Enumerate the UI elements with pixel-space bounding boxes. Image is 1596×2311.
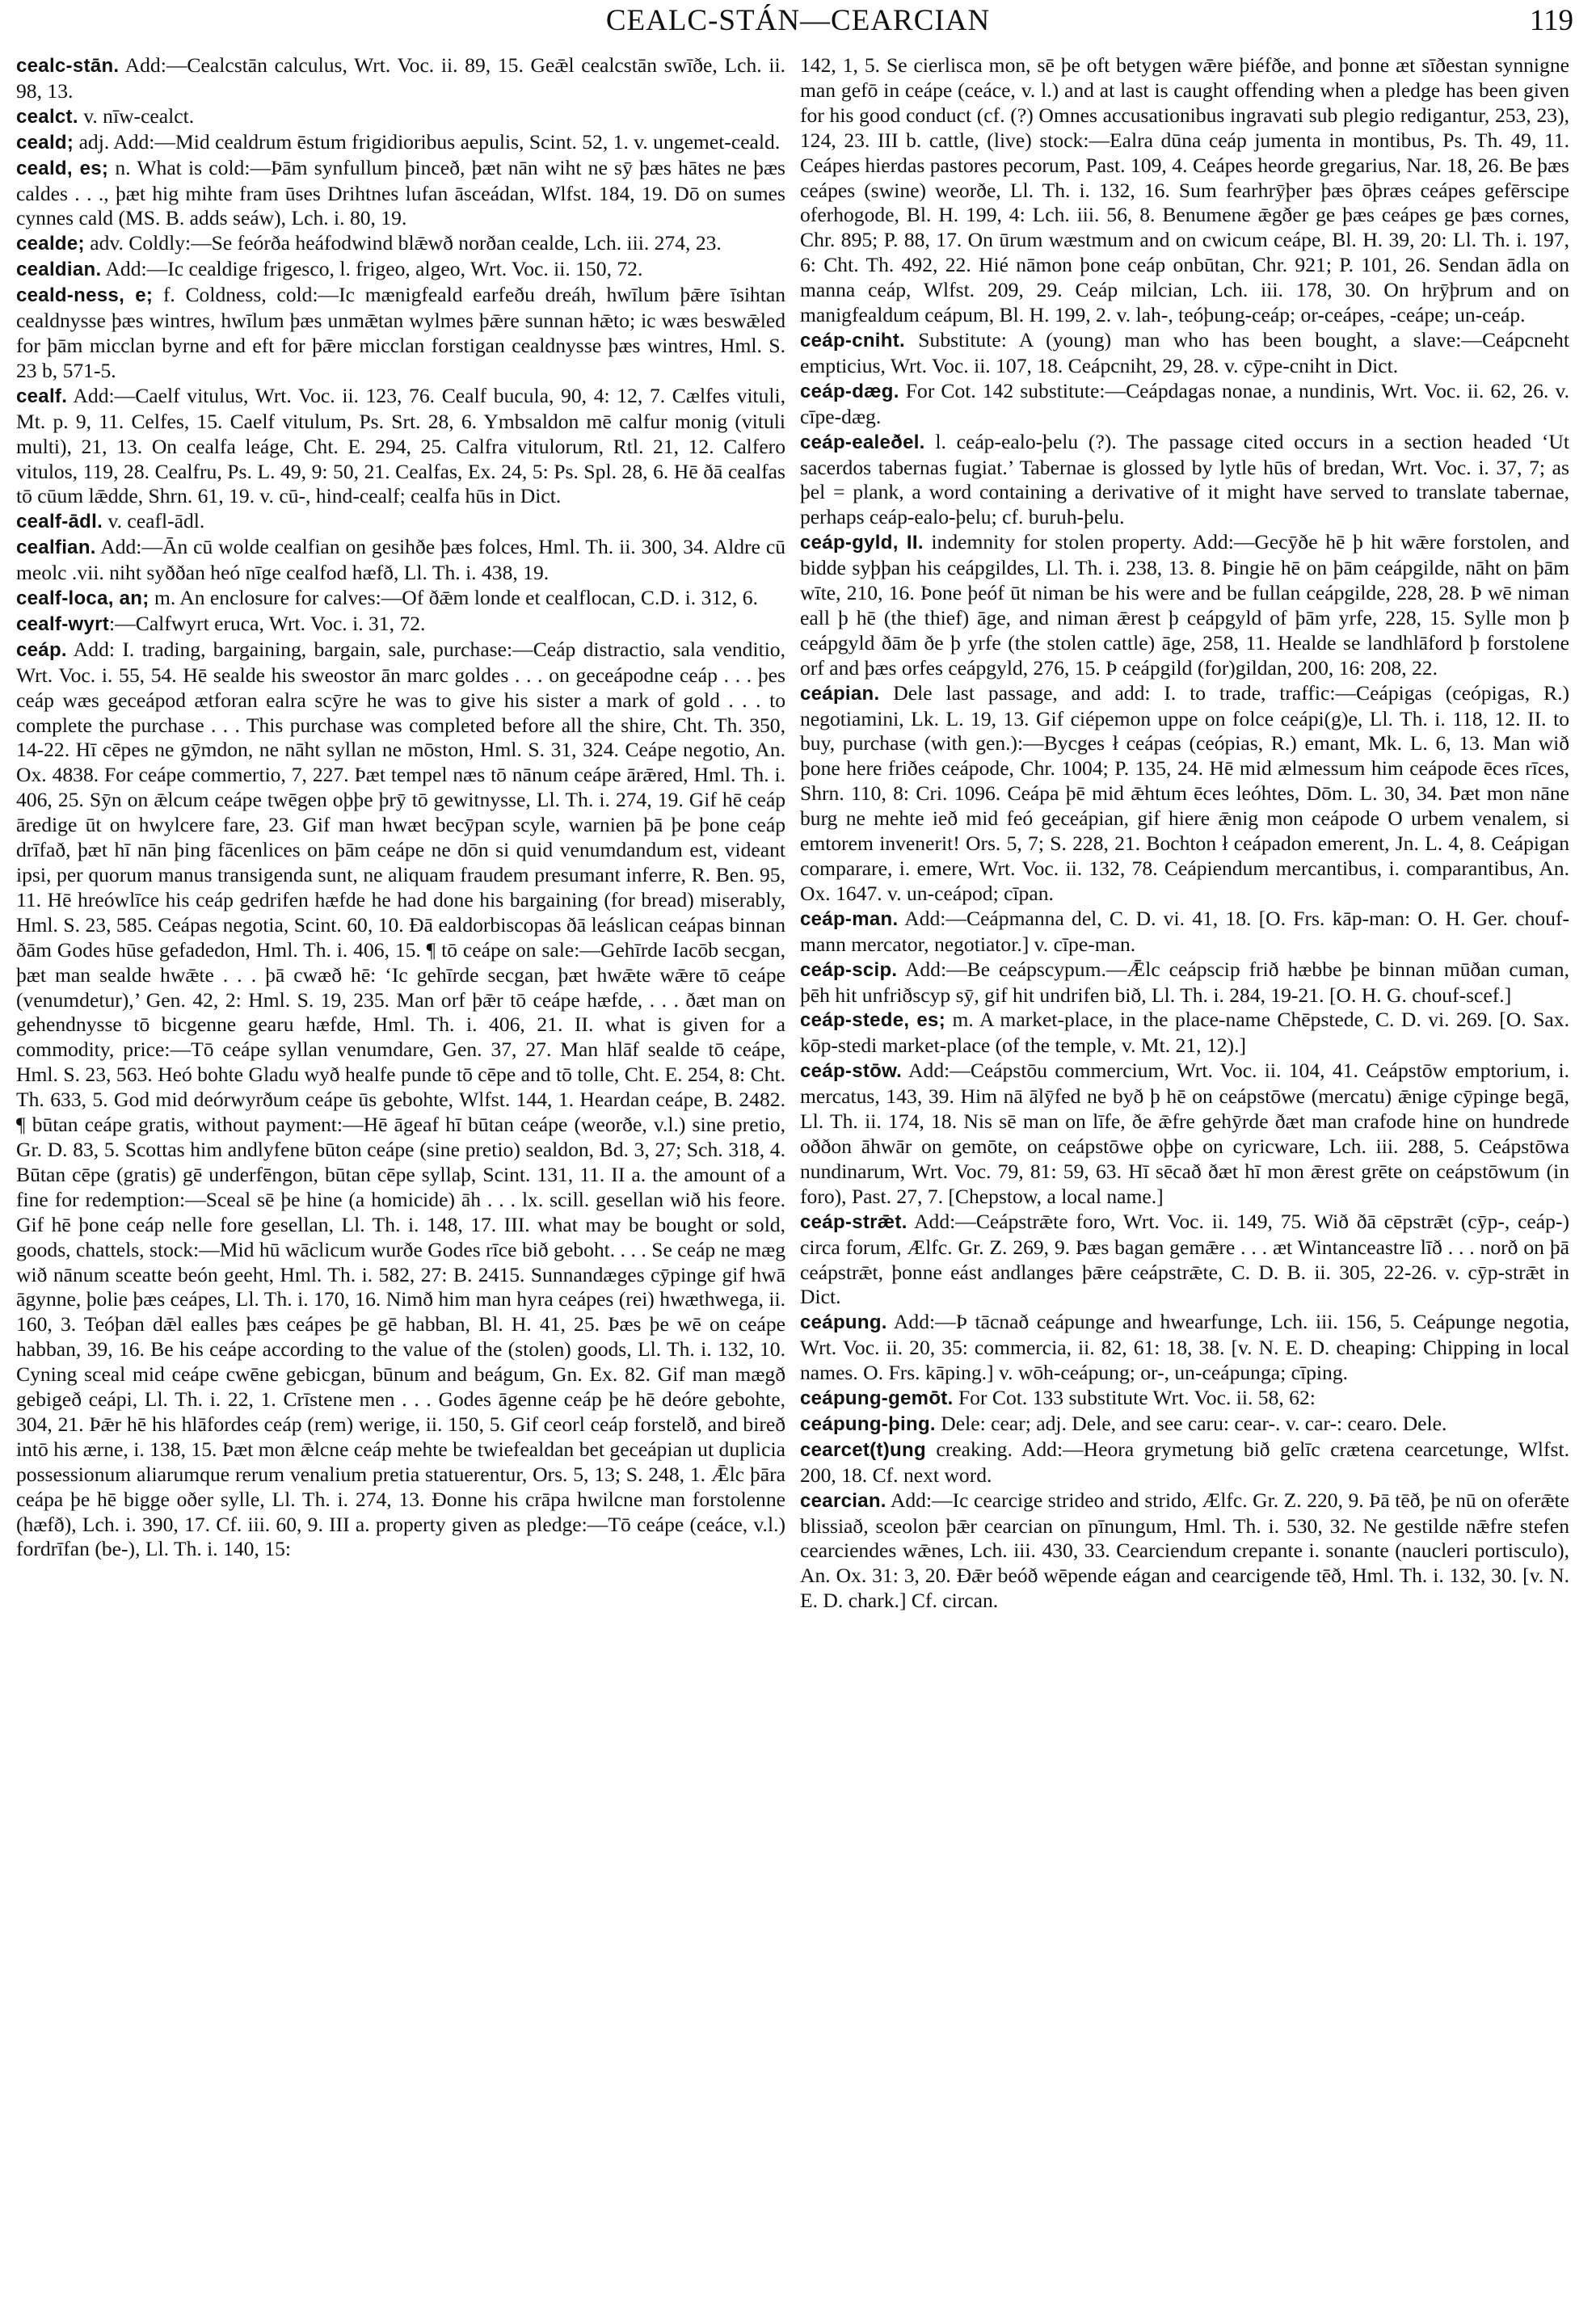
entry-definition: f. Coldness, cold:—Ic mænigfeald earfeðu dreáh, hwīlum þǣre īsihtan cealdnysse þæs wintres, hwīlum þæs unmǣtan wylmes þǣre sunnan hǣto; ic wæs beswǣled for þām micclan byrne and eft for þǣre micclan forstigan cealdnysse þæs wintres, Hml. S. 23 b, 571-5.	[16, 283, 785, 382]
dictionary-entry	[16, 104, 785, 130]
entry-definition: Dele last passage, and add: I. to trade, traffic:—Ceápigas (ceópigas, R.) negotiamini, Lk. L. 19, 13. Gif ciépemon uppe on folce ceápi(g)e, Ll. Th. i. 118, 12. II. to buy, purchase (with gen.):—Bycges ł ceápas (ceópias, R.) emant, Mk. L. 6, 13. Man wið þone here friðes ceápode, Chr. 1004; P. 135, 24. Hē mid ælmessum him ceápode ēces rīces, Shrn. 110, 8: Cri. 1096. Ceápa þē mid ǣhtum ēces leóhtes, Dōm. L. 30, 34. Þæt mon nāne burg ne mehte ieð mid feó geceápian, gif hiere ǣnig mon ceápode O urbem venalem, si emtorem invenerit! Ors. 5, 7; S. 228, 21. Bochton ł ceápadon emerent, Jn. L. 4, 8. Ceápigan comparare, i. emere, Wrt. Voc. ii. 132, 78. Ceápiendum mercantibus, i. comparantibus, An. Ox. 1647. v. un-ceápod; cīpan.	[800, 680, 1569, 905]
dictionary-entry	[800, 379, 1569, 430]
entry-definition: Add:—Þ tācnað ceápunge and hwearfunge, Lch. iii. 156, 5. Ceápunge negotia, Wrt. Voc. ii. 20, 35: commercia, ii. 82, 61: 18, 38. [v. N. E. D. cheaping: Chipping in local names. O. Frs. kāping.] v. wōh-ceápung; or-, un-ceápunga; cīping.	[800, 1310, 1569, 1385]
left-column	[16, 53, 785, 1562]
entry-definition: n. What is cold:—Þām synfullum þinceð, þæt nān wiht ne sȳ þæs hātes ne þæs caldes . . ., þæt hig mihte fram ūses Drihtnes lufan āsceádan, Wlfst. 184, 19. Dō on sumes cynnes cald (MS. B. adds seáw), Lch. i. 80, 19.	[16, 155, 786, 230]
dictionary-entry	[16, 586, 785, 612]
dictionary-entry	[800, 1386, 1569, 1412]
entry-headword: ceápung-þing.	[800, 1412, 936, 1435]
entry-headword: ceald-ness, e;	[16, 284, 154, 307]
entry-definition: Add: I. trading, bargaining, bargain, sale, purchase:—Ceáp distractio, sala venditio, Wrt. Voc. i. 55, 54. Hē sealde his sweostor ān marc goldes . . . on geceápodne ceáp . . . þes ceáp wæs geceápod ætforan ealra scȳre he was to give his sister a mark of gold . . . to complete the purchase . . . This purchase was completed before all the shire, Cht. Th. 350, 14-22. Hī cēpes ne gȳmdon, ne nāht syllan ne mōston, Hml. S. 31, 324. Ceápe negotio, An. Ox. 4838. For ceápe commertio, 7, 227. Þæt tempel næs tō nānum ceápe ārǣred, Hml. Th. i. 406, 25. Sȳn on ǣlcum ceápe twēgen oþþe þrȳ tō gewitnysse, Ll. Th. i. 274, 19. Gif hē ceáp āredige ūt on hwylcere fare, 23. Gif man hwæt becȳpan scyle, warnien þā þe þone ceáp drīfað, þæt hī nān þing fācenlices on þām ceápe ne dōn si quid venumdandum est, videant ipsi, per quorum manus transigenda sunt, ne aliquam fraudem presumant inferre, R. Ben. 95, 11. Hē hreówlīce his ceáp gedrifen hæfde he had done his bargaining (for bread) miserably, Hml. S. 23, 585. Ceápas negotia, Scint. 60, 10. Ðā ealdorbiscopas ðā leáslican ceápas binnan ðām Godes hūse gefadedon, Hml. Th. i. 406, 15. ¶ tō ceápe on sale:—Gehīrde Iacōb secgan, þæt man sealde hwǣte . . . þā cwæð hē: ‘Ic gehīrde secgan, þæt hwǣte wǣre tō ceápe (venumdetur),’ Gen. 42, 2: Hml. S. 19, 235. Man orf þǣr tō ceápe hæfde, . . . ðæt man on gehendnysse tō bicgenne gearu hæfde, Hml. Th. i. 406, 21. II. what is given for a commodity, price:—Tō ceápe syllan venumdare, Gen. 37, 27. Man hlāf sealde tō ceápe, Hml. S. 23, 563. Heó bohte Gladu wyð healfe punde tō cēpe and tō tolle, Cht. E. 254, 8: Cht. Th. 633, 5. God mid deórwyrðum ceápe ūs gebohte, Wlfst. 144, 1. Heardan ceápe, B. 2482. ¶ būtan ceápe gratis, without payment:—Hē āgeaf hī būtan ceápe (weorðe, v.l.) sine pretio, Gr. D. 83, 5. Scottas him andlyfene būton ceápe (sine pretio) sealdon, Bd. 3, 27; Sch. 318, 4. Būtan cēpe (gratis) gē underfēngon, būtan cēpe syllaþ, Scint. 131, 11. II a. the amount of a fine for redemption:—Sceal sē þe hine (a homicide) āh . . . lx. scill. gesellan wið his feore. Gif hē þone ceáp nelle fore gesellan, Ll. Th. i. 148, 17. III. what may be bought or sold, goods, chattels, stock:—Mid hū wāclicum wurðe Godes rīce bið geboht. . . . Se ceáp ne mæg wið nānum sceatte beón geeht, Hml. Th. i. 582, 27: B. 2415. Sunnandæges cȳpinge gif hwā āgynne, þolie þæs ceápes, Ll. Th. i. 170, 16. Nimð him man hyra ceápes (rei) hwæthwega, ii. 160, 3. Teóþan dǣl ealles þæs ceápes þe gē habban, Bl. H. 41, 25. Þæs þe wē on ceápe habban, 39, 16. Be his ceápe according to the value of the (stolen) goods, Ll. Th. i. 132, 10. Cyning sceal mid ceápe cwēne gebicgan, būnum and beágum, Gn. Ex. 82. Gif man mægð gebigeð ceápi, Ll. Th. i. 22, 1. Crīstene men . . . Godes āgenne ceáp þe hē deóre gebohte, 304, 21. Þǣr hē his hlāfordes ceáp (rem) werige, ii. 150, 5. Gif ceorl ceáp forstelð, and bireð intō his ærne, i. 138, 15. Þæt mon ǣlcne ceáp mehte be twiefealdan bet geceápian ut duplicia possessionum aliarumque rerum venalium pretia statuerentur, Ors. 5, 13; S. 248, 1. Ǣlc þāra ceápa þe hē bigge oðer sylle, Ll. Th. i. 274, 13. Ðonne his crāpa hwilcne man forstolenne (hæfð), Lch. i. 390, 17. Cf. iii. 60, 9. III a. property given as pledge:—Tō ceápe (ceáce, v.l.) fordrīfan (be-), Ll. Th. i. 140, 15:	[16, 637, 785, 1561]
entry-definition: Add:—Ceápmanna del, C. D. vi. 41, 18. [O. Frs. kāp-man: O. H. Ger. chouf-mann mercator, negotiator.] v. cīpe-man.	[800, 906, 1569, 956]
dictionary-entry	[800, 1310, 1569, 1386]
entry-definition: m. An enclosure for calves:—Of ðǣm londe et cealflocan, C.D. i. 312, 6.	[149, 586, 758, 610]
dictionary-entry	[800, 530, 1569, 680]
entry-headword: cealdian.	[16, 259, 102, 281]
entry-headword: ceáp-man.	[800, 907, 899, 930]
entry-headword: ceáp-dæg.	[800, 380, 899, 402]
entry-headword: cealfian.	[16, 537, 96, 559]
entry-headword: cealf.	[16, 385, 68, 407]
dictionary-entry	[800, 328, 1569, 379]
dictionary-entry	[800, 681, 1569, 907]
entry-definition: Add:—Ic cealdige frigesco, l. frigeo, algeo, Wrt. Voc. ii. 150, 72.	[101, 257, 643, 281]
dictionary-entry	[16, 638, 785, 1563]
entry-definition: For Cot. 142 substitute:—Ceápdagas nonae, a nundinis, Wrt. Voc. ii. 62, 26. v. cīpe-dæg.	[800, 378, 1569, 428]
dictionary-entry	[16, 231, 785, 257]
entry-headword: ceáp-cniht.	[800, 329, 905, 351]
entry-headword: cealde;	[16, 233, 85, 255]
entry-definition: l. ceáp-ealo-þelu (?). The passage cited occurs in a section headed ‘Ut sacerdos tabernas fugiat.’ Tabernae is glossed by lytle hūs of bredan, Wrt. Voc. i. 37, 7; as þel = plank, a word containing a derivative of it might have served to translate tabernae, perhaps ceáp-ealo-þelu; cf. buruh-þelu.	[800, 429, 1569, 529]
dictionary-entry	[16, 257, 785, 283]
entry-headword: ceápung-gemōt.	[800, 1387, 954, 1410]
entry-definition: Add:—Ceápstrǣte foro, Wrt. Voc. ii. 149, 75. Wið ðā cēpstrǣt (cȳp-, ceáp-) circa forum, Ælfc. Gr. Z. 269, 9. Þæs bagan gemǣre . . . æt Wintanceastre līð . . . norð on þā ceápstrǣt, þonne eást andlanges þǣre ceápstrǣte, C. D. B. ii. 305, 22-26. v. cȳp-strǣt in Dict.	[800, 1209, 1569, 1309]
entry-headword: ceáp-strǣt.	[800, 1210, 907, 1233]
dictionary-entry	[800, 907, 1569, 958]
entry-headword: ceápian.	[800, 682, 880, 705]
entry-definition: Add:—Ic cearcige strideo and strido, Ælfc. Gr. Z. 220, 9. Þā tēð, þe nū on oferǣte blissiað, sceolon þǣr cearcian on pīnungum, Hml. Th. i. 530, 32. Ne gestilde nǣfre stefen cearciendes wǣnes, Lch. iii. 430, 33. Cearciendum crepante i. sonante (naucleri portisculo), An. Ox. 31: 3, 20. Ðǣr beóð wēpende eágan and cearcigende tēð, Hml. Th. i. 132, 30. [v. N. E. D. chark.] Cf. circan.	[800, 1488, 1569, 1613]
dictionary-entry	[800, 1210, 1569, 1311]
dictionary-entry	[800, 1488, 1569, 1614]
page-number: 119	[1529, 4, 1573, 37]
entry-definition: adv. Coldly:—Se feórða heáfodwind blǣwð norðan cealde, Lch. iii. 274, 23.	[84, 231, 722, 255]
entry-definition: Add:—Caelf vitulus, Wrt. Voc. ii. 123, 76. Cealf bucula, 90, 4: 12, 7. Cælfes vituli, Mt. p. 9, 11. Celfes, 15. Caelf vitulum, Ps. Srt. 28, 6. Ymbsaldon mē calfur monig (vituli multi), 21, 13. On cealfa leáge, Cht. E. 294, 25. Calfra vitulorum, Rtl. 21, 12. Calfero vitulos, 119, 28. Cealfru, Ps. L. 49, 9: 50, 21. Cealfas, Ex. 24, 5: Ps. Spl. 28, 6. Hē ðā cealfas tō cūum lǣdde, Shrn. 61, 19. v. cū-, hind-cealf; cealfa hūs in Dict.	[16, 383, 785, 508]
entry-definition: v. nīw-cealct.	[78, 103, 195, 128]
running-title: CEALC-STÁN—CEARCIAN	[605, 4, 991, 37]
entry-headword: ceáp-stede, es;	[800, 1009, 945, 1032]
entry-headword: ceápung.	[800, 1311, 887, 1334]
entry-headword: cealct.	[16, 105, 78, 128]
entry-headword: cearcet(t)ung	[800, 1438, 926, 1461]
entry-headword: ceáp.	[16, 638, 67, 661]
entry-definition: Substitute: A (young) man who has been bought, a slave:—Ceápcneht empticius, Wrt. Voc. ii. 107, 18. Ceápcniht, 29, 28. v. cȳpe-cniht in Dict.	[800, 327, 1569, 377]
entry-headword: ceáp-stōw.	[800, 1060, 903, 1083]
dictionary-entry	[800, 1008, 1569, 1059]
dictionary-entry	[16, 612, 785, 638]
entry-headword: cealc-stān.	[16, 55, 120, 77]
page-header	[16, 3, 1580, 40]
entry-headword: cearcian.	[800, 1489, 886, 1512]
entry-headword: cealf-ādl.	[16, 511, 103, 533]
right-column	[800, 53, 1569, 1614]
entry-definition: v. ceafl-ādl.	[103, 509, 205, 533]
dictionary-entry	[16, 509, 785, 535]
dictionary-entry	[16, 130, 785, 156]
dictionary-entry	[800, 53, 1569, 328]
entry-definition: m. A market-place, in the place-name Chēpstede, C. D. vi. 269. [O. Sax. kōp-stedi market-place (of the temple, v. Mt. 21, 12).]	[800, 1008, 1569, 1058]
entry-definition: Add:—Cealcstān calculus, Wrt. Voc. ii. 89, 15. Geǣl cealcstān swīðe, Lch. ii. 98, 13.	[16, 53, 785, 103]
entry-headword: ceáp-gyld, II.	[800, 532, 924, 554]
dictionary-entry	[800, 958, 1569, 1008]
entry-headword: cealf-loca, an;	[16, 587, 149, 610]
entry-definition: Dele: cear; adj. Dele, and see caru: cear-. v. car-: cearo. Dele.	[935, 1411, 1447, 1435]
entry-definition: :—Calfwyrt eruca, Wrt. Voc. i. 31, 72.	[109, 611, 426, 635]
entry-headword: cealf-wyrt	[16, 612, 110, 635]
entry-headword: ceáp-ealeðel.	[800, 431, 925, 453]
entry-definition: Add:—Ān cū wolde cealfian on gesihðe þæs folces, Hml. Th. ii. 300, 34. Aldre cū meolc .vii. niht syððan heó nīge cealfod hæfð, Ll. Th. i. 438, 19.	[16, 535, 785, 585]
dictionary-entry	[16, 283, 785, 384]
entry-definition: adj. Add:—Mid cealdrum ēstum frigidioribus aepulis, Scint. 52, 1. v. ungemet-ceald.	[74, 129, 781, 154]
entry-definition: Add:—Be ceápscypum.—Ǣlc ceápscip frið hæbbe þe binnan mūðan cuman, þēh hit unfriðscyp sȳ, gif hit undrifen bið, Ll. Th. i. 284, 19-21. [O. H. G. chouf-scef.]	[800, 957, 1569, 1007]
dictionary-entry	[800, 430, 1569, 531]
entry-headword: ceald;	[16, 131, 74, 154]
dictionary-entry	[800, 1438, 1569, 1488]
dictionary-entry	[800, 1059, 1569, 1209]
dictionary-entry	[16, 156, 785, 232]
entry-headword: ceald, es;	[16, 157, 109, 179]
entry-headword: ceáp-scip.	[800, 958, 898, 981]
entry-definition: 142, 1, 5. Se cierlisca mon, sē þe oft betygen wǣre þiéfðe, and þonne æt sīðestan synnigne man gefō in ceápe (ceáce, v. l.) and at last is caught offending when a pledge has been given for his good conduct (cf. (?) Omnes accusationibus ingravati sub plegio redigantur, 253, 23), 124, 23. III b. cattle, (live) stock:—Ealra dūna ceáp jumenta in montibus, Ps. Th. 49, 11. Ceápes hierdas pastores pecorum, Past. 109, 4. Ceápes heorde gregarius, Nar. 18, 26. Be þæs ceápes (swine) weorðe, Ll. Th. i. 132, 16. Sum fearhrȳþer þæs ōþræs ceápes gefērscipe oferhogode, Bl. H. 199, 4: Lch. iii. 56, 8. Benumene ǣgðer ge þæs ceápes ge þæs cornes, Chr. 895; P. 88, 17. On ūrum wæstmum and on cwicum ceápe, Bl. H. 39, 20: Ll. Th. i. 197, 6: Cht. Th. 492, 22. Hié nāmon þone ceáp onbūtan, Chr. 921; P. 101, 26. Sendan ādla on manna ceáp, Wlfst. 209, 29. Ceáp milcian, Lch. iii. 178, 30. On hrȳþrum and on manigfealdum ceápum, Bl. H. 199, 2. v. lah-, teóþung-ceáp; or-ceápes, -ceápe; un-ceáp.	[800, 53, 1569, 327]
entry-definition: creaking. Add:—Heora grymetung bið gelīc crætena cearcetunge, Wlfst. 200, 18. Cf. next word.	[800, 1437, 1569, 1487]
entry-definition: Add:—Ceápstōu commercium, Wrt. Voc. ii. 104, 41. Ceápstōw emptorium, i. mercatus, 143, 39. Him nā ālȳfed ne byð þ hē on ceápstōwe (mercatu) ǣnige cȳpinge begā, Ll. Th. ii. 174, 18. Nis sē man on līfe, ðe ǣfre gehȳrde ðæt man crafode hine on hundrede oððon āhwār on gemōte, on ceápstōwe oþþe on cyricware, Lch. iii. 288, 5. Ceápstōwa nundinarum, Wrt. Voc. 79, 81: 59, 63. Hī sēcað ðæt hī mon ǣrest grēte on ceápstōwum (in foro), Past. 27, 7. [Chepstow, a local name.]	[800, 1059, 1569, 1208]
dictionary-entry	[16, 535, 785, 586]
entry-definition: indemnity for stolen property. Add:—Gecȳðe hē þ hit wǣre forstolen, and bidde syþþan his ceápgildes, Ll. Th. i. 238, 13. 8. Þingie hē on þām ceápgilde, nāht on þām wīte, 210, 16. Þone þeóf ūt niman be his were and be fullan ceápgilde, 228, 28. Þ wē niman eall þ hē (the thief) āge, and niman ǣrest þ ceápgyld of þām yrfe, 228, 15. Sylle mon þ ceápgyld ðām ðe þ yrfe (the stolen cattle) āge, 258, 11. Healde se landhlāford þ forstolene orf and þæs orfes ceápgyld, 276, 15. Þ ceápgild (for)gildan, 200, 16: 208, 22.	[800, 530, 1569, 680]
entry-definition: For Cot. 133 substitute Wrt. Voc. ii. 58, 62:	[953, 1386, 1316, 1410]
dictionary-entry	[800, 1412, 1569, 1438]
dictionary-entry	[16, 53, 785, 104]
dictionary-entry	[16, 384, 785, 510]
